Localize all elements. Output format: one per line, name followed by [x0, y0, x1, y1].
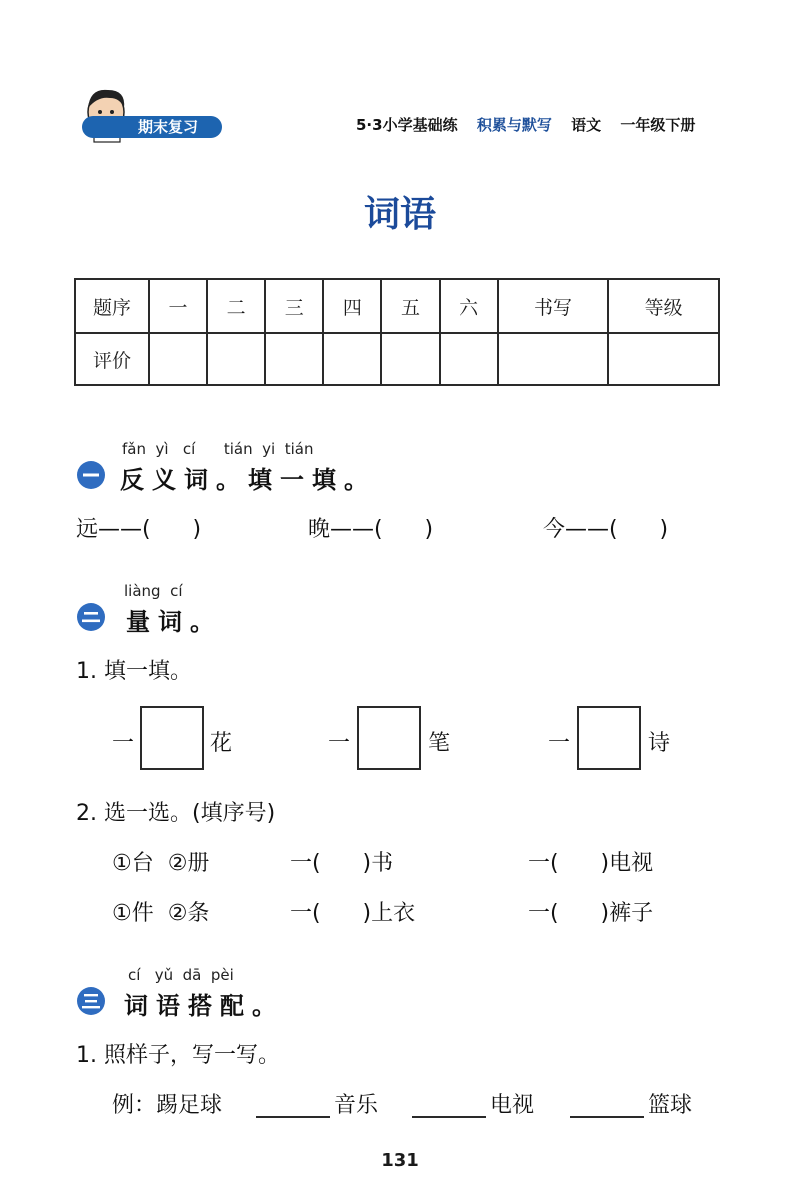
antonym-item[interactable]: 远——( ) — [76, 517, 202, 542]
choice-blank[interactable]: 一( )书 — [290, 851, 394, 876]
answer-blank[interactable] — [412, 1114, 486, 1118]
measure-prefix: 一 — [328, 731, 351, 756]
table-cell: 等级 — [608, 279, 719, 333]
answer-box[interactable] — [140, 706, 204, 770]
choice-blank[interactable]: 一( )裤子 — [528, 901, 654, 926]
question-label: 1. 填一填。 — [76, 659, 192, 684]
section3-heading: 词语搭配。 — [124, 992, 284, 1020]
measure-prefix: 一 — [112, 731, 135, 756]
answer-blank[interactable] — [570, 1114, 644, 1118]
page-number: 131 — [381, 1150, 419, 1171]
table-cell: 五 — [381, 279, 439, 333]
series-name: 5·3小学基础练 — [356, 116, 458, 134]
table-cell: 六 — [440, 279, 498, 333]
evaluation-table — [74, 278, 720, 386]
table-cell[interactable] — [381, 333, 439, 385]
measure-noun: 笔 — [428, 731, 451, 756]
section3-pinyin: cí yǔ dā pèi — [128, 966, 234, 984]
book-info — [356, 114, 709, 135]
section-three-icon — [76, 986, 106, 1016]
table-cell: 三 — [265, 279, 323, 333]
measure-noun: 花 — [210, 731, 233, 756]
collocation-noun: 电视 — [490, 1093, 535, 1118]
table-cell[interactable] — [149, 333, 207, 385]
choice-options: ①件 ②条 — [112, 901, 210, 926]
table-cell[interactable] — [323, 333, 381, 385]
grade-name: 一年级下册 — [620, 116, 696, 134]
table-cell: 评价 — [75, 333, 149, 385]
collocation-noun: 音乐 — [334, 1093, 379, 1118]
example-phrase: 例：踢足球 — [112, 1093, 223, 1118]
choice-blank[interactable]: 一( )电视 — [528, 851, 654, 876]
antonym-item[interactable]: 今——( ) — [543, 517, 669, 542]
subject-name: 语文 — [571, 116, 602, 134]
section-one-icon — [76, 460, 106, 490]
table-cell: 四 — [323, 279, 381, 333]
book-name: 积累与默写 — [476, 116, 552, 134]
measure-prefix: 一 — [548, 731, 571, 756]
table-header-row — [75, 279, 719, 333]
table-row — [75, 333, 719, 385]
choice-options: ①台 ②册 — [112, 851, 210, 876]
section2-heading: 量词。 — [126, 608, 222, 636]
antonym-item[interactable]: 晚——( ) — [308, 517, 434, 542]
measure-noun: 诗 — [648, 731, 671, 756]
question-label: 1. 照样子，写一写。 — [76, 1043, 280, 1068]
section-two-icon — [76, 602, 106, 632]
page-title: 词语 — [363, 194, 436, 235]
table-cell[interactable] — [265, 333, 323, 385]
question-label: 2. 选一选。(填序号) — [76, 801, 276, 826]
answer-box[interactable] — [357, 706, 421, 770]
table-cell: 一 — [149, 279, 207, 333]
table-cell[interactable] — [608, 333, 719, 385]
table-cell: 二 — [207, 279, 265, 333]
answer-box[interactable] — [577, 706, 641, 770]
badge-label: 期末复习 — [82, 116, 222, 138]
table-cell: 书写 — [498, 279, 609, 333]
section1-pinyin: fǎn yì cí tián yi tián — [122, 440, 314, 458]
section2-pinyin: liàng cí — [124, 582, 183, 600]
section1-heading: 反义词。填一填。 — [120, 466, 376, 494]
choice-blank[interactable]: 一( )上衣 — [290, 901, 416, 926]
collocation-noun: 篮球 — [648, 1093, 693, 1118]
table-cell[interactable] — [498, 333, 609, 385]
table-cell[interactable] — [440, 333, 498, 385]
answer-blank[interactable] — [256, 1114, 330, 1118]
table-cell: 题序 — [75, 279, 149, 333]
table-cell[interactable] — [207, 333, 265, 385]
section-badge — [74, 82, 224, 144]
